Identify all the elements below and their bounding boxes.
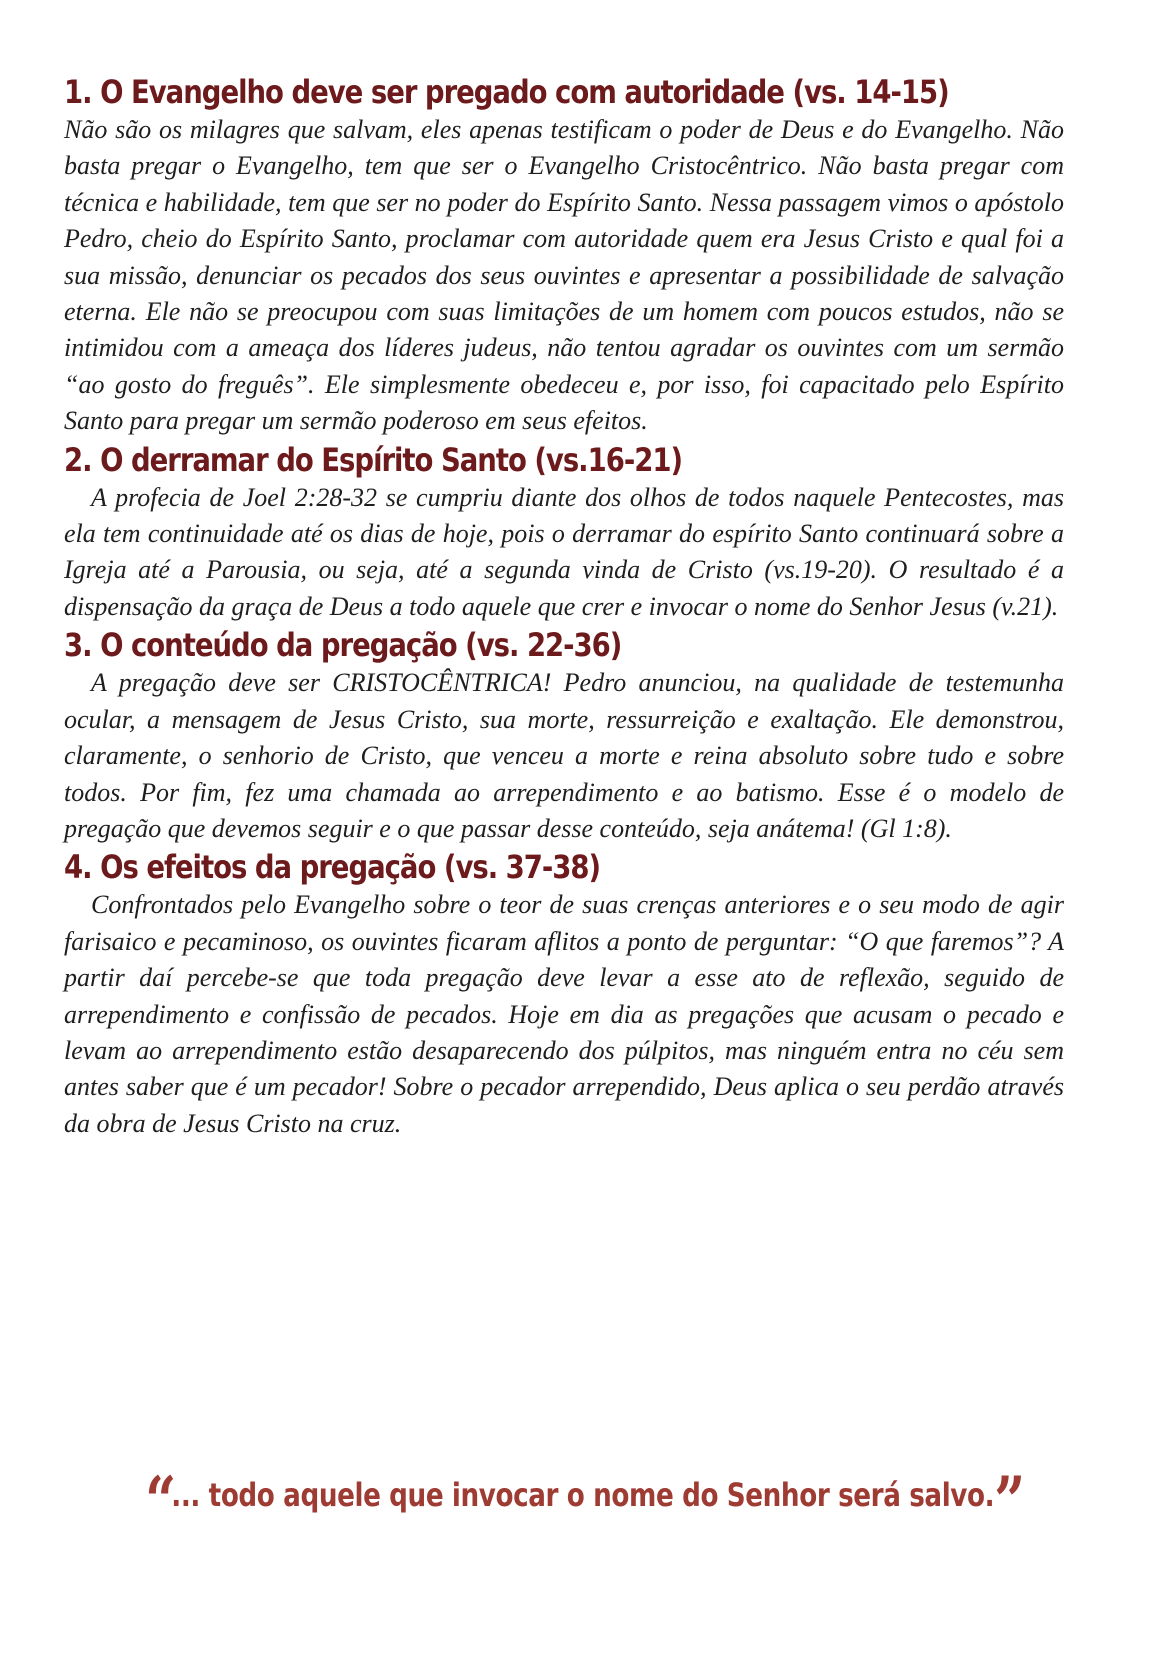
section-1-heading: 1. O Evangelho deve ser pregado com autoridade (vs. 14-15) xyxy=(64,73,949,111)
section-2-body: A profecia de Joel 2:28-32 se cumpriu diante dos olhos de todos naquele Pentecostes, mas ela tem continuidade até os dias de hoje, pois o derramar do espírito Santo continuará sobre a Igreja até a Parousia, ou seja, até a segunda vinda de Cristo (vs.19-20). O resultado é a dispensação da graça de Deus a todo aquele que crer e invocar o nome do Senhor Jesus (v.21). xyxy=(64,482,1064,621)
section-4-body: Confrontados pelo Evangelho sobre o teor de suas crenças anteriores e o seu modo de agir farisaico e pecaminoso, os ouvintes ficaram aflitos a ponto de perguntar: “O que faremos”? A partir daí percebe-se que toda pregação deve levar a esse ato de reflexão, seguido de arrependimento e confissão de pecados. Hoje em dia as pregações que acusam o pecado e levam ao arrependimento estão desaparecendo dos púlpitos, mas ninguém entra no céu sem antes saber que é um pecador! Sobre o pecador arrependido, Deus aplica o seu perdão através da obra de Jesus Cristo na cruz. xyxy=(64,890,1064,1138)
pull-quote xyxy=(0,1462,1166,1540)
section-3-body: A pregação deve ser CRISTOCÊNTRICA! Pedro anunciou, na qualidade de testemunha ocular, a mensagem de Jesus Cristo, sua morte, ressurreição e exaltação. Ele demonstrou, claramente, o senhorio de Cristo, que venceu a morte e reina absoluto sobre tudo e sobre todos. Por fim, fez uma chamada ao arrependimento e ao batismo. Esse é o modelo de pregação que devemos seguir e o que passar desse conteúdo, seja anátema! (Gl 1:8). xyxy=(64,668,1064,843)
section-4-heading: 4. Os efeitos da pregação (vs. 37-38) xyxy=(64,848,601,887)
section-2-heading: 2. O derramar do Espírito Santo (vs.16-21) xyxy=(64,440,683,479)
close-quote-mark: ” xyxy=(994,1462,1021,1540)
document-page xyxy=(64,72,1064,1142)
pull-quote-inner xyxy=(145,1462,1021,1540)
section-1-body: Não são os milagres que salvam, eles apenas testificam o poder de Deus e do Evangelho. Não basta pregar o Evangelho, tem que ser o Evangelho Cristocêntrico. Não basta pregar com técnica e habilidade, tem que ser no poder do Espírito Santo. Nessa passagem vimos o apóstolo Pedro, cheio do Espírito Santo, proclamar com autoridade quem era Jesus Cristo e qual foi a sua missão, denunciar os pecados dos seus ouvintes e apresentar a possibilidade de salvação eterna. Ele não se preocupou com suas limitações de um homem com poucos estudos, não se intimidou com a ameaça dos líderes judeus, não tentou agradar os ouvintes com um sermão “ao gosto do freguês”. Ele simplesmente obedeceu e, por isso, foi capacitado pelo Espírito Santo para pregar um sermão poderoso em seus efeitos. xyxy=(64,115,1064,436)
section-3-heading: 3. O conteúdo da pregação (vs. 22-36) xyxy=(64,626,622,665)
open-quote-mark: “ xyxy=(145,1462,172,1540)
pull-quote-text: ... todo aquele que invocar o nome do Senhor será salvo. xyxy=(171,1476,995,1514)
